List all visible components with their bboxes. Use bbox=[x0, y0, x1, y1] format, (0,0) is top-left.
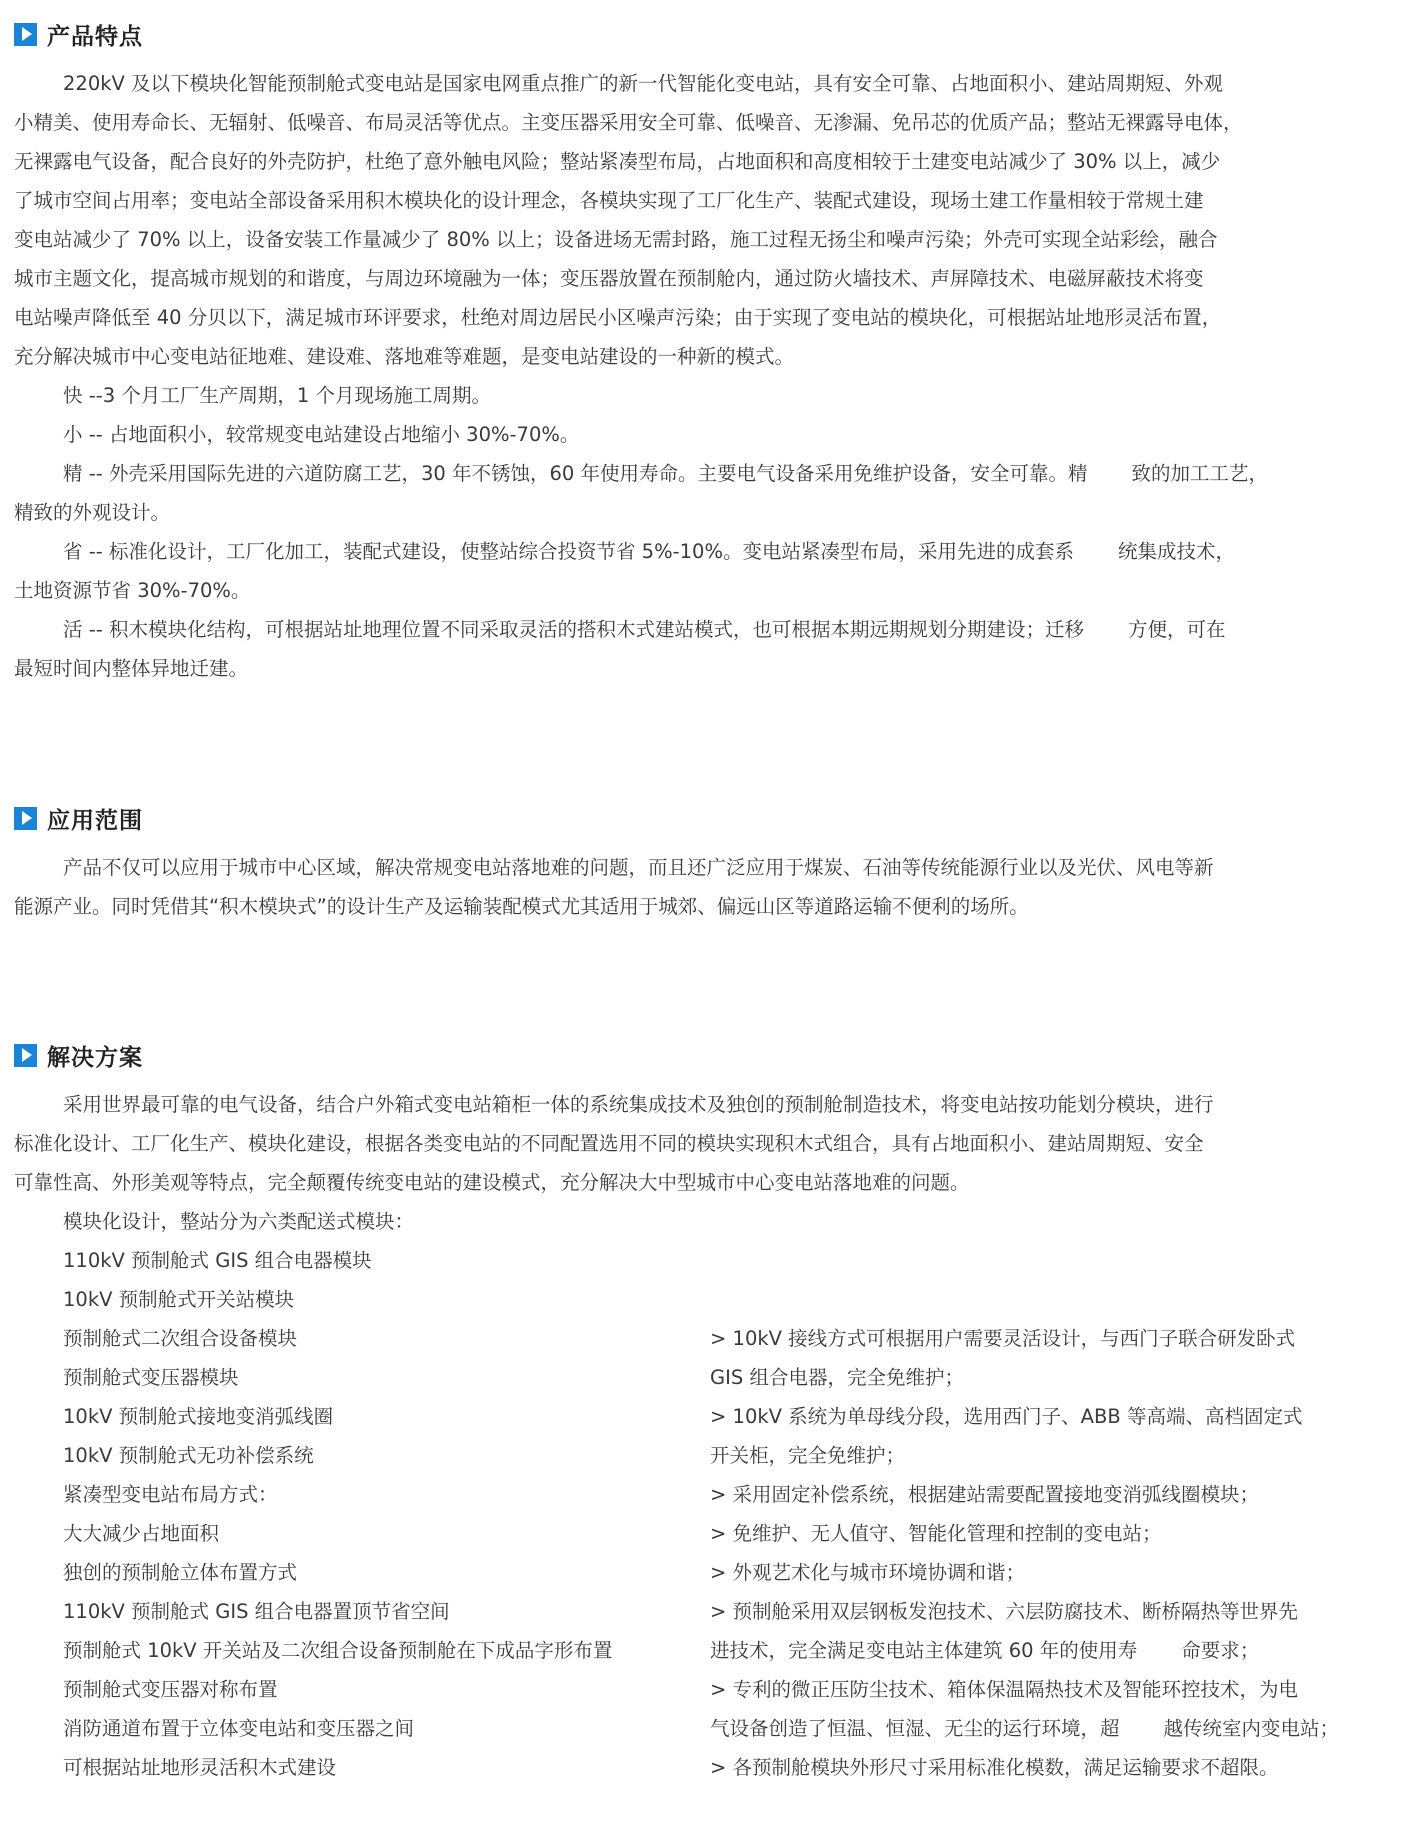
text-line: 小精美、使用寿命长、无辐射、低噪音、布局灵活等优点。主变压器采用安全可靠、低噪音、无渗漏、免吊芯的优质产品；整站无裸露导电体， bbox=[14, 111, 1243, 134]
list-item: 大大减少占地面积 bbox=[63, 1522, 220, 1545]
text-fragment: 进技术，完全满足变电站主体建筑 60 年的使用寿 bbox=[710, 1639, 1138, 1662]
features-body bbox=[14, 64, 1386, 688]
solution-two-column bbox=[14, 1319, 1386, 1787]
section-title: 解决方案 bbox=[47, 1044, 143, 1071]
play-triangle-icon bbox=[14, 807, 37, 830]
list-item: > 各预制舱模块外形尺寸采用标准化模数，满足运输要求不超限。 bbox=[710, 1756, 1279, 1779]
section-header-features bbox=[14, 14, 143, 54]
text-fragment: 活 -- 积木模块化结构，可根据站址地理位置不同采取灵活的搭积木式建站模式，也可根据本期远期规划分期建设；迁移 bbox=[63, 618, 1084, 641]
list-item: 预制舱式二次组合设备模块 bbox=[63, 1327, 298, 1350]
text-line: 了城市空间占用率；变电站全部设备采用积木模块化的设计理念，各模块实现了工厂化生产、装配式建设，现场土建工作量相较于常规土建 bbox=[14, 189, 1204, 212]
text-fragment: 越传统室内变电站； bbox=[1163, 1717, 1340, 1740]
text-line: 标准化设计、工厂化生产、模块化建设，根据各类变电站的不同配置选用不同的模块实现积木式组合，具有占地面积小、建站周期短、安全 bbox=[14, 1132, 1204, 1155]
list-item: 预制舱式变压器模块 bbox=[63, 1366, 239, 1389]
play-triangle-icon bbox=[14, 23, 37, 46]
text-fragment: 统集成技术， bbox=[1117, 540, 1235, 563]
list-item: 消防通道布置于立体变电站和变压器之间 bbox=[63, 1717, 415, 1740]
feature-fast: 快 --3 个月工厂生产周期，1 个月现场施工周期。 bbox=[63, 384, 491, 407]
list-item: 可根据站址地形灵活积木式建设 bbox=[63, 1756, 337, 1779]
text-fragment: 省 -- 标准化设计，工厂化加工，装配式建设，使整站综合投资节省 5%-10%。变电站紧凑型布局，采用先进的成套系 bbox=[63, 540, 1074, 563]
list-item: > 外观艺术化与城市环境协调和谐； bbox=[710, 1561, 1026, 1584]
list-item: > 专利的微正压防尘技术、箱体保温隔热技术及智能环控技术，为电 bbox=[710, 1678, 1299, 1701]
text-line: 无裸露电气设备，配合良好的外壳防护，杜绝了意外触电风险；整站紧凑型布局，占地面积和高度相较于土建变电站减少了 30% 以上，减少 bbox=[14, 150, 1221, 173]
text-line: 充分解决城市中心变电站征地难、建设难、落地难等难题，是变电站建设的一种新的模式。 bbox=[14, 345, 795, 368]
section-title: 应用范围 bbox=[47, 807, 143, 834]
text-line: 城市主题文化，提高城市规划的和谐度，与周边环境融为一体；变压器放置在预制舱内，通过防火墙技术、声屏障技术、电磁屏蔽技术将变 bbox=[14, 267, 1204, 290]
text-line: 电站噪声降低至 40 分贝以下，满足城市环评要求，杜绝对周边居民小区噪声污染；由于实现了变电站的模块化，可根据站址地形灵活布置， bbox=[14, 306, 1222, 329]
advantage-list bbox=[710, 1319, 1400, 1787]
text-line: 土地资源节省 30%-70%。 bbox=[14, 579, 251, 602]
list-item: 模块化设计，整站分为六类配送式模块： bbox=[63, 1210, 415, 1233]
text-line: 精致的外观设计。 bbox=[14, 501, 171, 524]
feature-small: 小 -- 占地面积小，较常规变电站建设占地缩小 30%-70%。 bbox=[63, 423, 580, 446]
list-item: 预制舱式变压器对称布置 bbox=[63, 1678, 278, 1701]
section-title: 产品特点 bbox=[47, 23, 143, 50]
feature-save bbox=[14, 532, 1386, 571]
section-header-application bbox=[14, 798, 143, 838]
application-body bbox=[14, 848, 1386, 926]
list-item: 紧凑型变电站布局方式： bbox=[63, 1483, 278, 1506]
text-fragment: 命要求； bbox=[1181, 1639, 1260, 1662]
text-line: 能源产业。同时凭借其“积木模块式”的设计生产及运输装配模式尤其适用于城郊、偏远山区等道路运输不便利的场所。 bbox=[14, 895, 1029, 918]
list-item: > 10kV 系统为单母线分段，选用西门子、ABB 等高端、高档固定式 bbox=[710, 1405, 1303, 1428]
section-header-solution bbox=[14, 1035, 143, 1075]
text-fragment: 致的加工工艺， bbox=[1131, 462, 1269, 485]
list-item: 110kV 预制舱式 GIS 组合电器置顶节省空间 bbox=[63, 1600, 450, 1623]
list-item: > 10kV 接线方式可根据用户需要灵活设计，与西门子联合研发卧式 bbox=[710, 1327, 1296, 1350]
list-item bbox=[710, 1709, 1400, 1748]
list-item: > 免维护、无人值守、智能化管理和控制的变电站； bbox=[710, 1522, 1162, 1545]
feature-flex bbox=[14, 610, 1386, 649]
list-item: 预制舱式 10kV 开关站及二次组合设备预制舱在下成品字形布置 bbox=[63, 1639, 613, 1662]
list-item bbox=[710, 1631, 1400, 1670]
list-item: 独创的预制舱立体布置方式 bbox=[63, 1561, 298, 1584]
text-fragment: 方便，可在 bbox=[1127, 618, 1226, 641]
list-item: 开关柜，完全免维护； bbox=[710, 1444, 906, 1467]
list-item: 10kV 预制舱式无功补偿系统 bbox=[63, 1444, 314, 1467]
play-triangle-icon bbox=[14, 1044, 37, 1067]
list-item: 10kV 预制舱式开关站模块 bbox=[63, 1288, 295, 1311]
list-item: > 采用固定补偿系统，根据建站需要配置接地变消弧线圈模块； bbox=[710, 1483, 1260, 1506]
list-item: > 预制舱采用双层钢板发泡技术、六层防腐技术、断桥隔热等世界先 bbox=[710, 1600, 1299, 1623]
list-item: GIS 组合电器，完全免维护； bbox=[710, 1366, 964, 1389]
solution-body bbox=[14, 1085, 1386, 1319]
text-line: 产品不仅可以应用于城市中心区域，解决常规变电站落地难的问题，而且还广泛应用于煤炭、石油等传统能源行业以及光伏、风电等新 bbox=[63, 856, 1214, 879]
module-list bbox=[63, 1319, 703, 1787]
feature-fine bbox=[14, 454, 1386, 493]
text-fragment: 精 -- 外壳采用国际先进的六道防腐工艺，30 年不锈蚀，60 年使用寿命。主要电气设备采用免维护设备，安全可靠。精 bbox=[63, 462, 1088, 485]
list-item: 110kV 预制舱式 GIS 组合电器模块 bbox=[63, 1249, 372, 1272]
text-line: 采用世界最可靠的电气设备，结合户外箱式变电站箱柜一体的系统集成技术及独创的预制舱制造技术，将变电站按功能划分模块，进行 bbox=[63, 1093, 1214, 1116]
text-fragment: 气设备创造了恒温、恒湿、无尘的运行环境，超 bbox=[710, 1717, 1120, 1740]
text-line: 变电站减少了 70% 以上，设备安装工作量减少了 80% 以上；设备进场无需封路，施工过程无扬尘和噪声污染；外壳可实现全站彩绘，融合 bbox=[14, 228, 1218, 251]
text-line: 可靠性高、外形美观等特点，完全颠覆传统变电站的建设模式，充分解决大中型城市中心变电站落地难的问题。 bbox=[14, 1171, 970, 1194]
text-line: 最短时间内整体异地迁建。 bbox=[14, 657, 249, 680]
text-line: 220kV 及以下模块化智能预制舱式变电站是国家电网重点推广的新一代智能化变电站，具有安全可靠、占地面积小、建站周期短、外观 bbox=[63, 72, 1224, 95]
list-item: 10kV 预制舱式接地变消弧线圈 bbox=[63, 1405, 334, 1428]
